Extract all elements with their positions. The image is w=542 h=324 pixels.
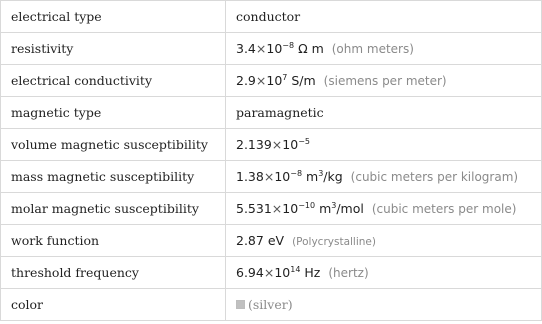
exponent: −8 xyxy=(282,41,295,50)
base: 10 xyxy=(266,73,283,88)
mantissa: 5.531 xyxy=(236,201,272,216)
base: 10 xyxy=(282,201,299,216)
unit-description: (ohm meters) xyxy=(331,42,414,56)
table-row xyxy=(1,1,542,33)
mantissa: 1.38 xyxy=(236,169,264,184)
unit: $m^3$/mol xyxy=(319,201,364,216)
mantissa: 2.9 xyxy=(236,73,256,88)
unit: S/m xyxy=(291,73,316,88)
row-label: work function xyxy=(1,225,226,257)
row-label: magnetic type xyxy=(1,97,226,129)
unit-description: (hertz) xyxy=(328,266,369,280)
times-sign: × xyxy=(263,169,275,184)
times-sign: × xyxy=(255,73,267,88)
base: 10 xyxy=(266,41,283,56)
row-label: volume magnetic susceptibility xyxy=(1,129,226,161)
exponent: −5 xyxy=(298,137,310,146)
base: 10 xyxy=(274,265,291,280)
row-label: color xyxy=(1,289,226,321)
mantissa: 3.4 xyxy=(236,41,256,56)
base: 10 xyxy=(282,137,299,152)
unit-description: (cubic meters per kilogram) xyxy=(350,170,519,184)
row-value xyxy=(226,161,542,193)
table-row xyxy=(1,97,542,129)
row-label: mass magnetic susceptibility xyxy=(1,161,226,193)
unit-description: (cubic meters per mole) xyxy=(371,202,517,216)
value-number: 2.87 xyxy=(236,233,264,248)
row-value xyxy=(226,225,542,257)
row-value xyxy=(226,65,542,97)
row-value: conductor xyxy=(226,1,542,33)
row-label: electrical conductivity xyxy=(1,65,226,97)
exponent: 14 xyxy=(290,265,301,274)
table-row xyxy=(1,129,542,161)
row-value xyxy=(226,257,542,289)
unit: Ω m xyxy=(298,41,324,56)
times-sign: × xyxy=(255,41,267,56)
unit: $m^3/kg$ xyxy=(306,169,343,184)
table-row xyxy=(1,289,542,321)
unit-description: (siemens per meter) xyxy=(323,74,447,88)
mantissa: 2.139 xyxy=(236,137,272,152)
color-name: (silver) xyxy=(248,297,293,312)
row-label: electrical type xyxy=(1,1,226,33)
table-row xyxy=(1,257,542,289)
table-row xyxy=(1,33,542,65)
exponent: −8 xyxy=(290,169,303,178)
row-value xyxy=(226,193,542,225)
mantissa: 6.94 xyxy=(236,265,264,280)
unit-description: (Polycrystalline) xyxy=(292,236,376,248)
color-swatch-icon xyxy=(236,300,245,309)
table-row xyxy=(1,225,542,257)
row-value: paramagnetic xyxy=(226,97,542,129)
table-row xyxy=(1,65,542,97)
exponent: −10 xyxy=(298,201,316,210)
times-sign: × xyxy=(263,265,275,280)
row-label: threshold frequency xyxy=(1,257,226,289)
row-label: molar magnetic susceptibility xyxy=(1,193,226,225)
row-value xyxy=(226,33,542,65)
times-sign: × xyxy=(271,137,283,152)
unit: eV xyxy=(267,233,285,248)
exponent: 7 xyxy=(282,73,288,82)
row-value xyxy=(226,129,542,161)
times-sign: × xyxy=(271,201,283,216)
table-row xyxy=(1,193,542,225)
row-value xyxy=(226,289,542,321)
table-row xyxy=(1,161,542,193)
base: 10 xyxy=(274,169,291,184)
unit: Hz xyxy=(304,265,321,280)
row-label: resistivity xyxy=(1,33,226,65)
